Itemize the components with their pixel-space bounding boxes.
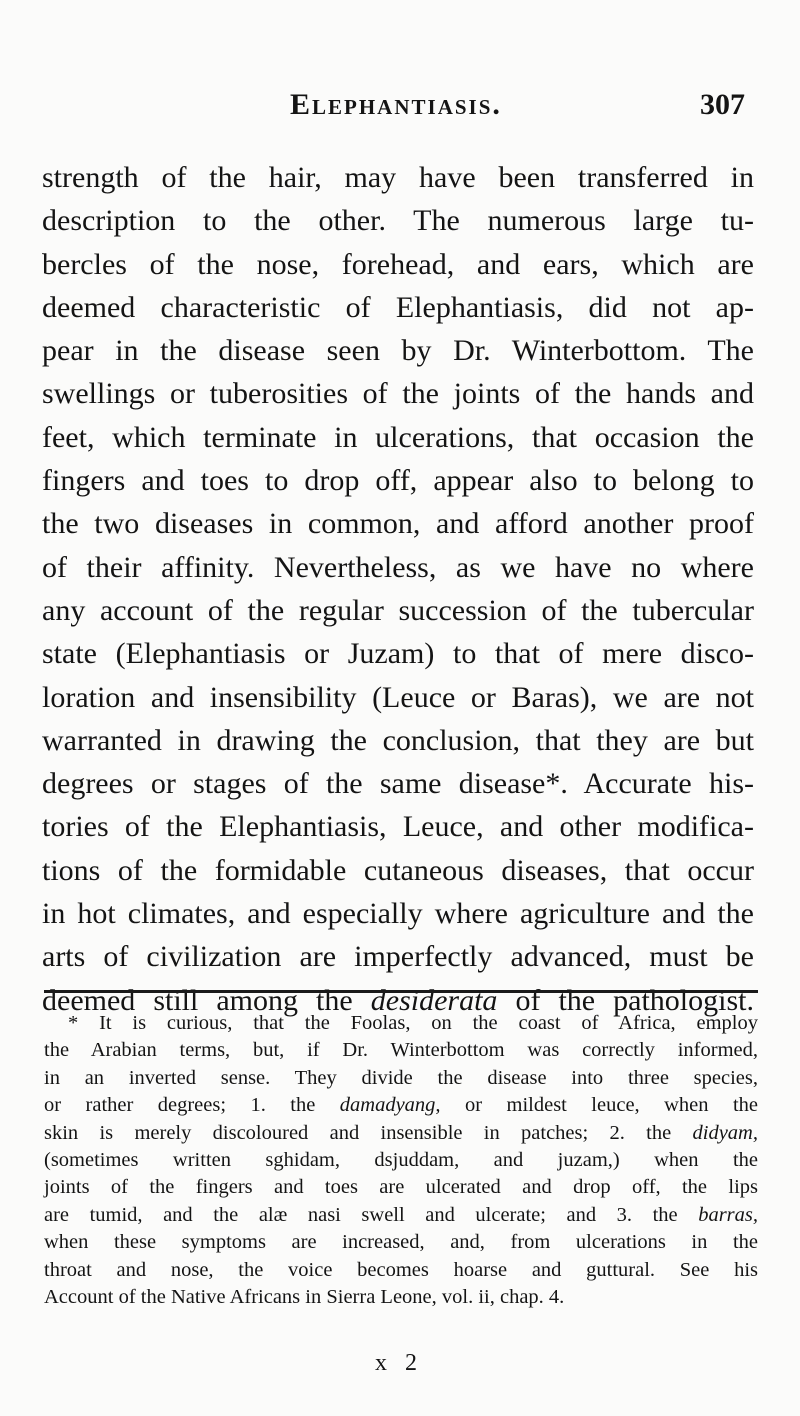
footnote-line (44, 1202, 758, 1229)
text-line: of their affinity. Nevertheless, as we have no where (42, 550, 754, 584)
footnote-line: Account of the Native Africans in Sierra Leone, vol. ii, chap. 4. (44, 1285, 565, 1308)
text-line: the two diseases in common, and afford another proof (42, 507, 754, 541)
footnote-line: * It is curious, that the Foolas, on the coast of Africa, employ (68, 1012, 758, 1034)
text-line: in hot climates, and especially where agriculture and the (42, 897, 754, 931)
footnote-line: (sometimes written sghidam, dsjuddam, and juzam,) when the (44, 1148, 758, 1171)
text-line: state (Elephantiasis or Juzam) to that of mere disco- (42, 637, 754, 671)
text-fragment: of the pathologist. (497, 983, 754, 1017)
italic-term-didyam: didyam, (692, 1121, 758, 1144)
text-line: fingers and toes to drop off, appear also to belong to (42, 464, 754, 498)
italic-term-desiderata: desiderata (370, 983, 498, 1017)
footnote-line (44, 1092, 758, 1119)
page-header (0, 88, 800, 132)
text-line: bercles of the nose, forehead, and ears, which are (42, 247, 754, 281)
text-line: feet, which terminate in ulcerations, that occasion the (42, 420, 754, 454)
text-line: degrees or stages of the same disease*. Accurate his- (42, 767, 754, 801)
text-line: warranted in drawing the conclusion, that they are but (42, 723, 754, 757)
footnote-line: the Arabian terms, but, if Dr. Winterbottom was correctly informed, (44, 1039, 758, 1062)
text-line: tions of the formidable cutaneous diseases, that occur (42, 853, 754, 887)
footnote-line: joints of the fingers and toes are ulcerated and drop off, the lips (44, 1176, 758, 1199)
text-line: strength of the hair, may have been transferred in (42, 161, 754, 194)
text-line: description to the other. The numerous large tu- (42, 204, 754, 238)
text-fragment: deemed still among the (42, 983, 371, 1017)
italic-term-barras: barras, (698, 1203, 758, 1226)
footnote (44, 1010, 758, 1311)
footnote-line: throat and nose, the voice becomes hoarse and guttural. See his (44, 1258, 758, 1281)
page-number: 307 (700, 88, 745, 121)
main-text (42, 156, 754, 1022)
text-line: loration and insensibility (Leuce or Baras), we are not (42, 680, 754, 714)
footnote-line: in an inverted sense. They divide the disease into three species, (44, 1066, 758, 1089)
text-fragment: or rather degrees; 1. the (44, 1094, 340, 1117)
text-line: pear in the disease seen by Dr. Winterbottom. The (42, 334, 754, 368)
footnote-line (44, 1120, 758, 1147)
signature-letter: x (375, 1350, 395, 1376)
text-line: arts of civilization are imperfectly advanced, must be (42, 940, 754, 974)
text-fragment: skin is merely discoloured and insensible in patches; 2. the (44, 1121, 693, 1144)
text-line: tories of the Elephantiasis, Leuce, and other modifica- (42, 810, 754, 844)
running-head: Elephantiasis. (290, 88, 502, 121)
signature-number: 2 (405, 1350, 425, 1376)
text-line: any account of the regular succession of the tubercular (42, 593, 754, 627)
signature-mark (0, 1350, 800, 1377)
text-line: swellings or tuberosities of the joints of the hands and (42, 377, 754, 411)
text-fragment: are tumid, and the alæ nasi swell and ulcerate; and 3. the (44, 1203, 699, 1226)
text-fragment: or mildest leuce, when the (440, 1094, 758, 1117)
footnote-line: when these symptoms are increased, and, from ulcerations in the (44, 1231, 758, 1254)
text-line: deemed characteristic of Elephantiasis, did not ap- (42, 290, 754, 324)
italic-term-damadyang: damadyang, (339, 1094, 441, 1117)
footnote-rule (44, 990, 758, 993)
